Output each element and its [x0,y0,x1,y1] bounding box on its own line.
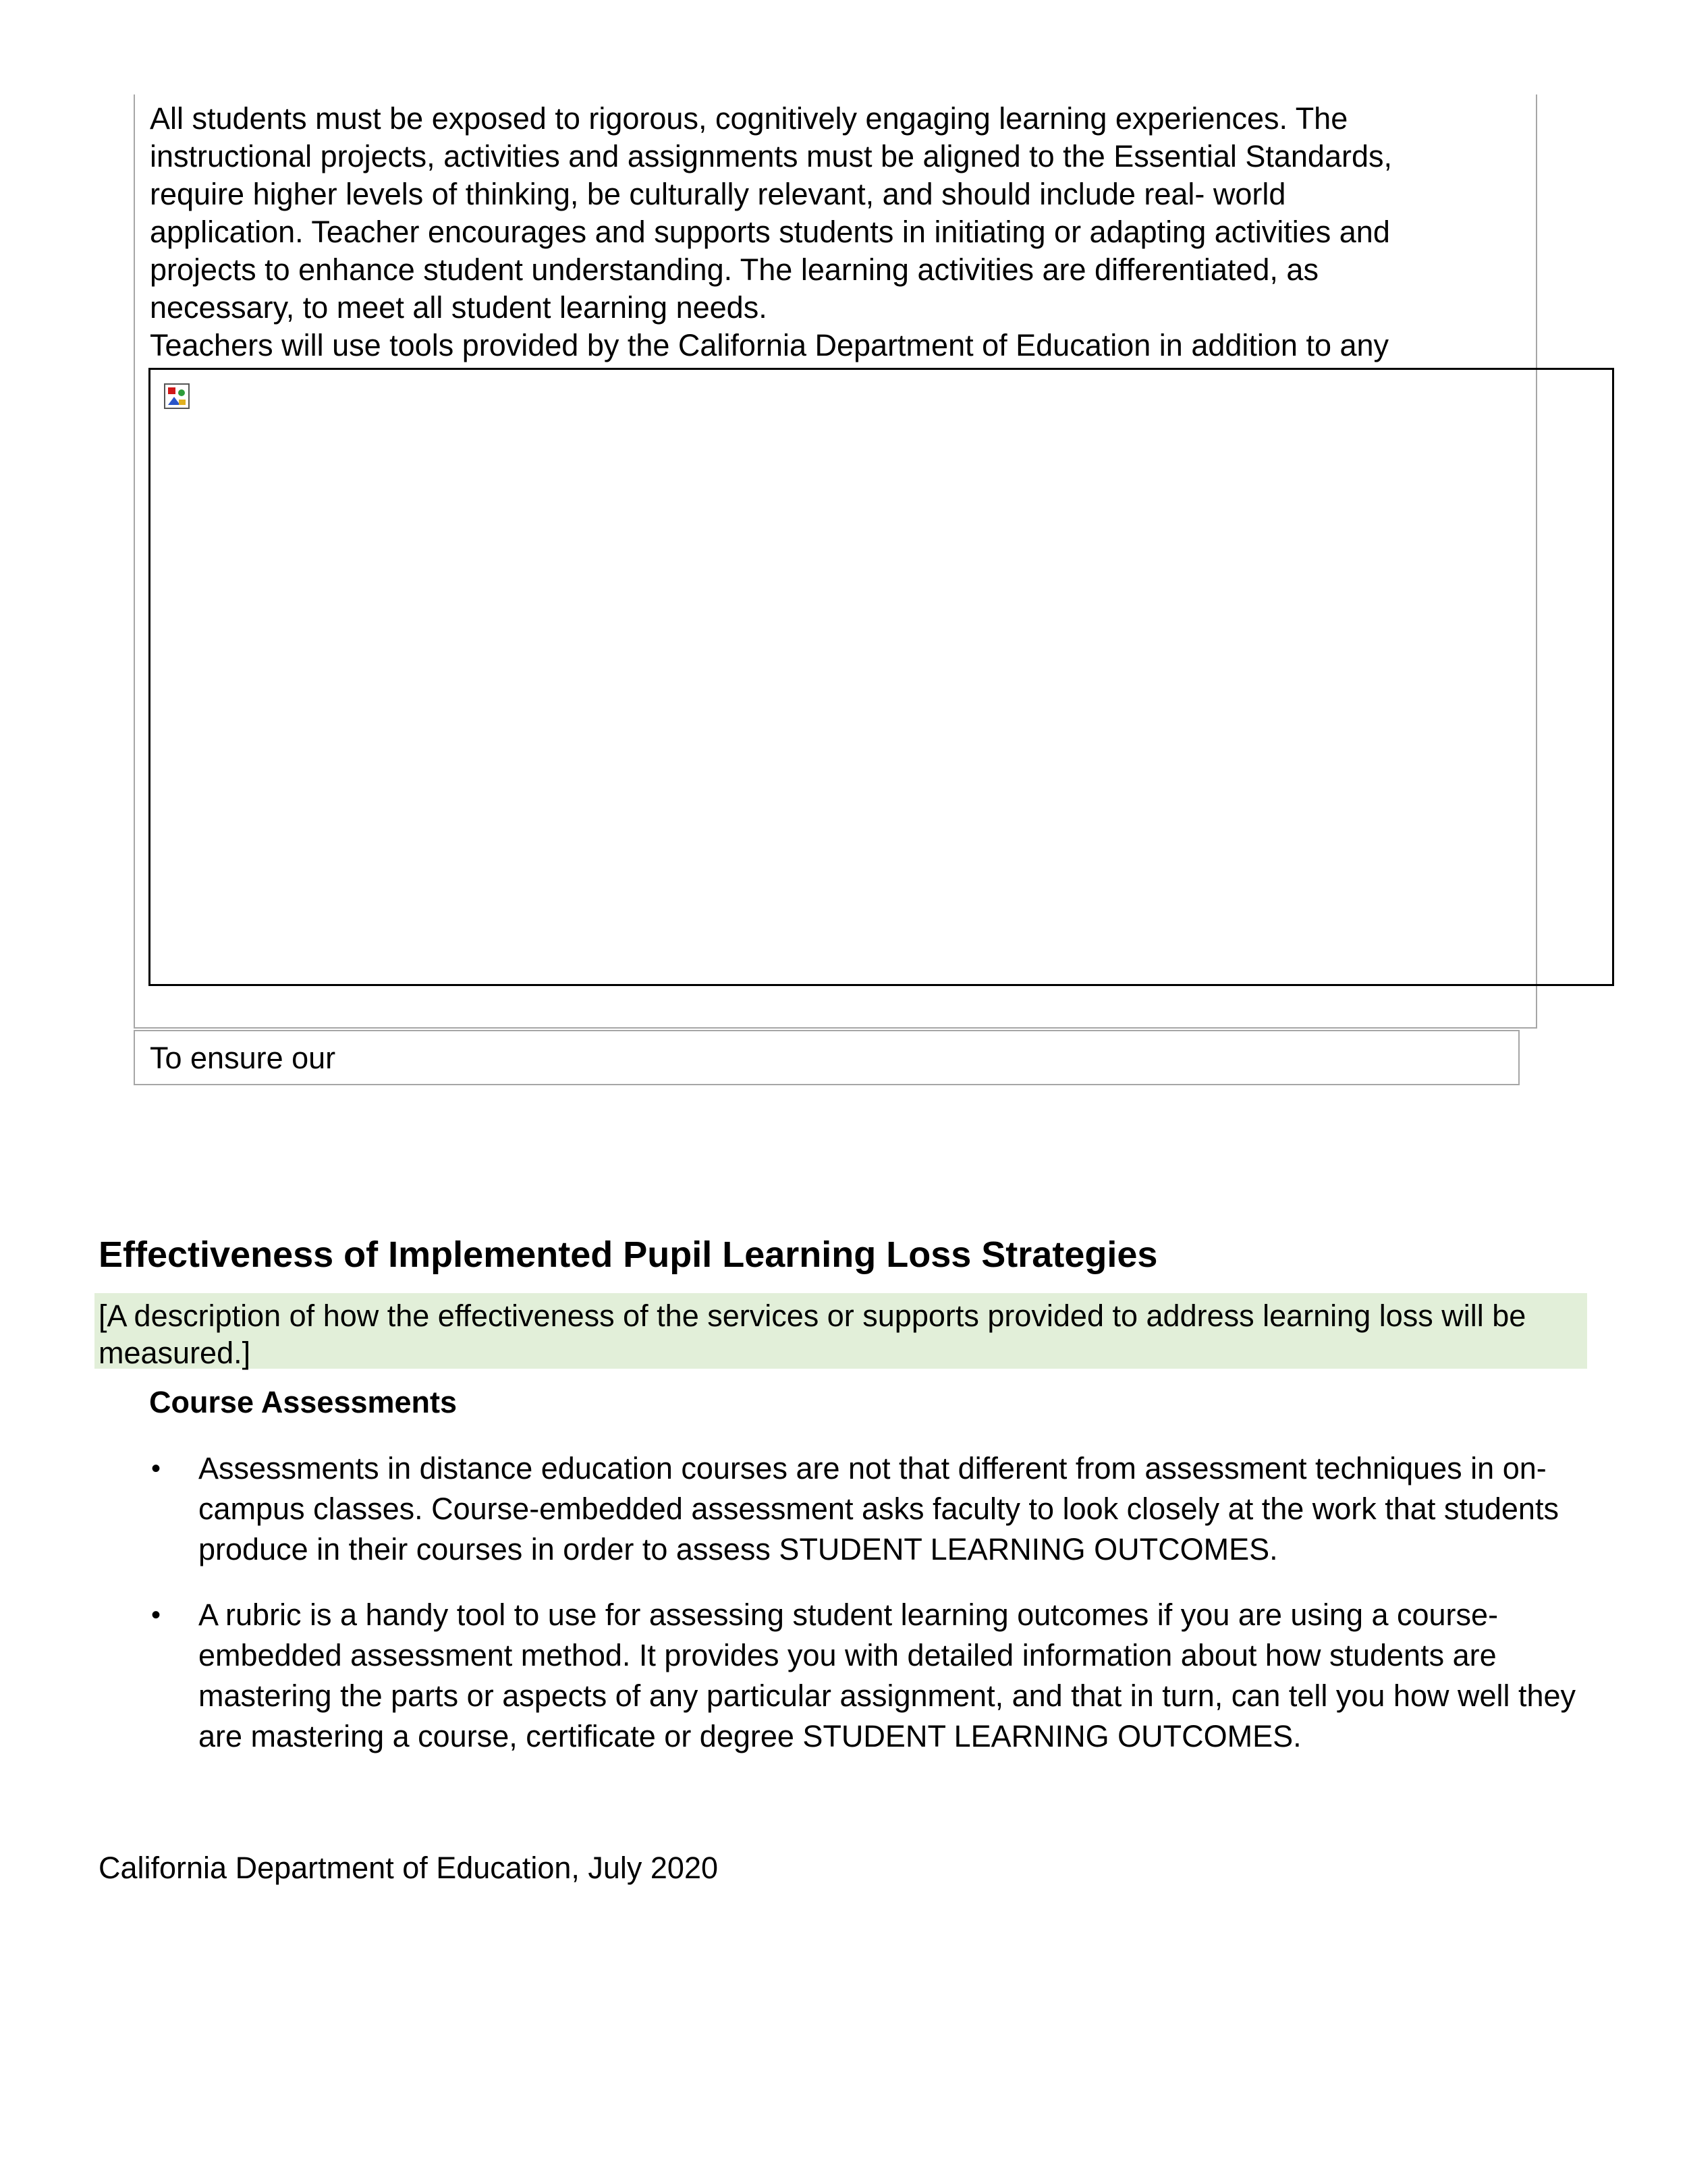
list-item-text: A rubric is a handy tool to use for assessing student learning outcomes if you are using a course-embedded assessment method. It provides you with detailed information about how students are mastering the parts or aspects of any particular assignment, and that in turn, can tell you how well they are mastering a course, certificate or degree STUDENT LEARNING OUTCOMES. [198,1598,1576,1753]
broken-image-icon [164,383,190,409]
list-item-text: Assessments in distance education courses are not that different from assessment techniques in on-campus classes. Course-embedded assessment asks faculty to look closely at the work that students produce in their courses in order to assess STUDENT LEARNING OUTCOMES. [198,1451,1559,1566]
cell-text: To ensure our [150,1041,336,1075]
list-item [149,1595,1600,1757]
assessment-bullet-list [149,1448,1600,1782]
course-assessments-heading: Course Assessments [149,1385,458,1419]
section-heading: Effectiveness of Implemented Pupil Learning Loss Strategies [99,1234,1158,1275]
bullet-icon: • [151,1600,161,1630]
list-item [149,1448,1600,1570]
embedded-image-frame [148,368,1614,986]
content-table-cell-second [134,1030,1520,1085]
bullet-icon: • [151,1454,161,1483]
instruction-paragraph: All students must be exposed to rigorous, cognitively engaging learning experiences. The instructional projects, activities and assignments must be aligned to the Essential Standards, require higher levels of thinking, be culturally relevant, and should include real- world application. Teacher encourages and supports students in initiating or adapting activities and projects to enhance student understanding. The learning activities are differentiated, as necessary, to meet all student learning needs. Teachers will use tools provided by the California Department of Education in addition to any [150,101,1392,362]
page-footer: California Department of Education, July 2020 [99,1851,719,1885]
prompt-description: [A description of how the effectiveness of the services or supports provided to address learning loss will be measured.] [94,1293,1587,1369]
